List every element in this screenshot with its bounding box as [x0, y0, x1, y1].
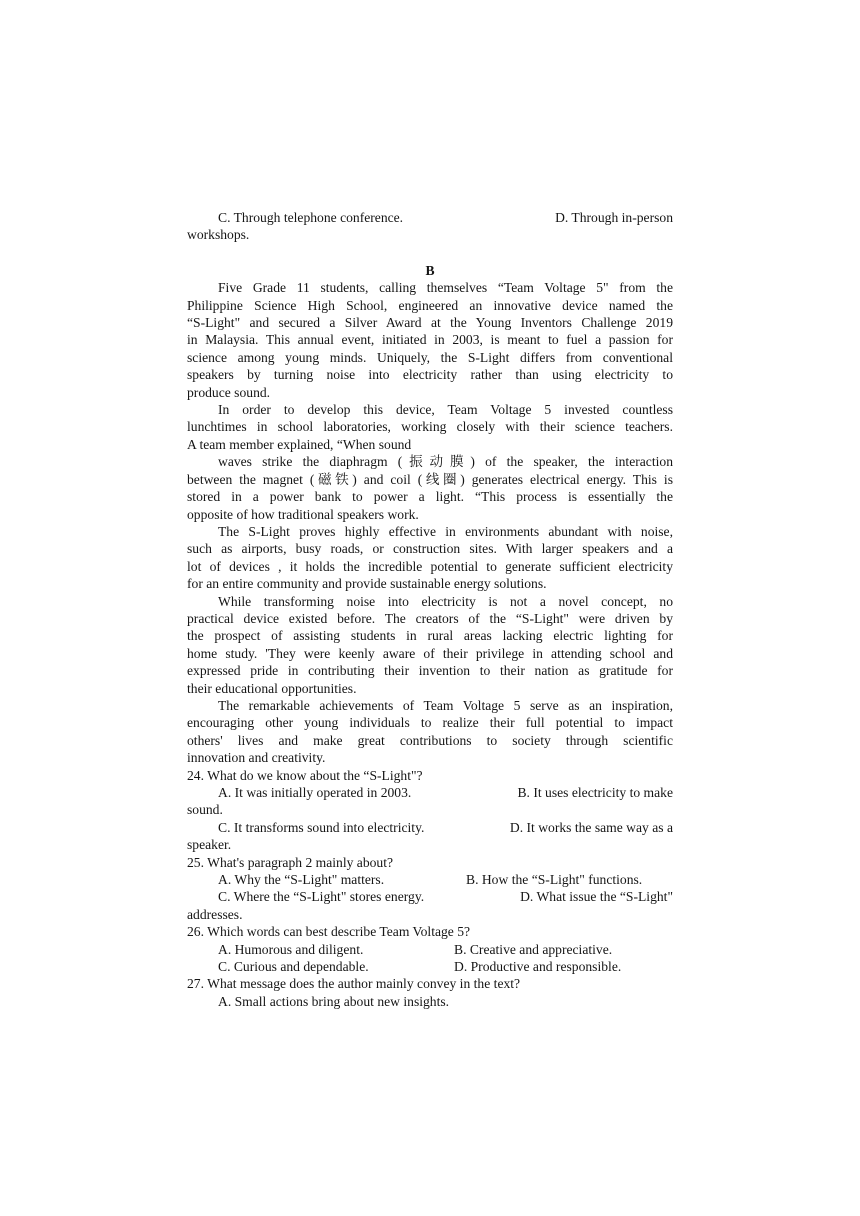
option-b[interactable]: B. It uses electricity to make	[517, 785, 673, 800]
paragraph-2	[187, 401, 673, 453]
option-b[interactable]: B. How the “S-Light" functions.	[466, 872, 643, 888]
option-a[interactable]: A. Small actions bring about new insights.	[218, 993, 450, 1009]
passage-line: lunchtimes in school laboratories, working closely with their science teachers.	[187, 419, 673, 435]
option-b-continuation: sound.	[187, 802, 223, 818]
option-d[interactable]: D. What issue the “S-Light"	[520, 889, 673, 905]
passage-line: lot of devices , it holds the incredible potential to generate sufficient electricity	[187, 558, 673, 574]
option-d-continuation: workshops.	[187, 227, 250, 243]
passage-line: science among young minds. Uniquely, the S-Light differs from conventional	[187, 349, 673, 365]
passage	[187, 279, 673, 766]
options-row	[187, 871, 673, 888]
passage-line: opposite of how traditional speakers work.	[187, 506, 419, 522]
option-d-continuation: addresses.	[187, 906, 243, 922]
option-a[interactable]: A. Humorous and diligent.	[218, 941, 364, 957]
option-c[interactable]: C. Curious and dependable.	[218, 959, 369, 975]
options-row	[187, 958, 673, 975]
passage-line: While transforming noise into electricity is not a novel concept, no	[218, 593, 673, 609]
passage-line: such as airports, busy roads, or construction sites. With larger speakers and a	[187, 541, 673, 557]
passage-line: expressed pride in contributing their invention to their nation as gratitude for	[187, 663, 673, 679]
passage-line: stored in a power bank to power a light. “This process is essentially the	[187, 489, 673, 505]
question-25	[187, 854, 673, 924]
passage-line: waves strike the diaphragm (振动膜) of the speaker, the interaction	[218, 454, 673, 470]
passage-line: others' lives and make great contributions to society through scientific	[187, 732, 673, 748]
option-b[interactable]: B. Creative and appreciative.	[454, 941, 613, 957]
exam-page	[187, 209, 673, 1010]
option-c[interactable]: C. Where the “S-Light" stores energy.	[218, 889, 425, 905]
paragraph-5	[187, 593, 673, 697]
passage-line: In order to develop this device, Team Voltage 5 invested countless	[218, 402, 673, 418]
option-d: D. Through in-person	[555, 210, 673, 225]
passage-line: practical device existed before. The creators of the “S-Light" were driven by	[187, 610, 673, 626]
option-c[interactable]: C. It transforms sound into electricity.	[218, 819, 425, 835]
option-a[interactable]: A. Why the “S-Light" matters.	[218, 872, 385, 888]
options-row	[187, 888, 673, 905]
passage-line: speakers by turning noise into electricity rather than using electricity to	[187, 367, 673, 383]
passage-line: between the magnet (磁铁) and coil (线圈) generates electrical energy. This is	[187, 471, 673, 487]
paragraph-4	[187, 523, 673, 593]
options-row	[187, 941, 673, 958]
passage-line: for an entire community and provide sustainable energy solutions.	[187, 576, 547, 592]
paragraph-6	[187, 697, 673, 767]
passage-line: encouraging other young individuals to realize their full potential to impact	[187, 715, 673, 731]
passage-line: Five Grade 11 students, calling themselves “Team Voltage 5" from the	[218, 280, 673, 296]
paragraph-1	[187, 279, 673, 401]
option-a[interactable]: A. It was initially operated in 2003.	[218, 785, 412, 800]
passage-line: innovation and creativity.	[187, 750, 326, 766]
passage-line: produce sound.	[187, 384, 271, 400]
option-d-continuation: speaker.	[187, 837, 232, 853]
passage-line: home study. 'They were keenly aware of their privilege in attending school and	[187, 645, 673, 661]
prev-options-row	[187, 209, 673, 226]
passage-line: their educational opportunities.	[187, 680, 357, 696]
question-27	[187, 975, 673, 1010]
question-stem: 26. Which words can best describe Team Voltage 5?	[187, 924, 471, 940]
question-stem: 24. What do we know about the “S-Light"?	[187, 767, 423, 783]
passage-line: A team member explained, “When sound	[187, 436, 412, 452]
section-heading: B	[425, 262, 435, 278]
option-d[interactable]: D. It works the same way as a	[509, 819, 673, 835]
passage-line: the prospect of assisting students in rural areas lacking electric lighting for	[187, 628, 673, 644]
option-d[interactable]: D. Productive and responsible.	[454, 959, 622, 975]
question-24	[187, 767, 673, 854]
options-row	[187, 819, 673, 836]
options-row	[187, 784, 673, 801]
passage-line: “S-Light" and secured a Silver Award at the Young Inventors Challenge 2019	[187, 315, 673, 331]
passage-line: Philippine Science High School, engineered an innovative device named the	[187, 297, 673, 313]
passage-line: The S-Light proves highly effective in environments abundant with noise,	[218, 523, 673, 539]
question-stem: 27. What message does the author mainly convey in the text?	[187, 976, 521, 992]
paragraph-3	[187, 453, 673, 523]
passage-line: The remarkable achievements of Team Voltage 5 serve as an inspiration,	[218, 697, 673, 713]
option-c: C. Through telephone conference.	[218, 210, 404, 225]
question-26	[187, 923, 673, 975]
question-stem: 25. What's paragraph 2 mainly about?	[187, 854, 394, 870]
options-row	[187, 993, 673, 1010]
passage-line: in Malaysia. This annual event, initiated in 2003, is meant to fuel a passion for	[187, 332, 673, 348]
